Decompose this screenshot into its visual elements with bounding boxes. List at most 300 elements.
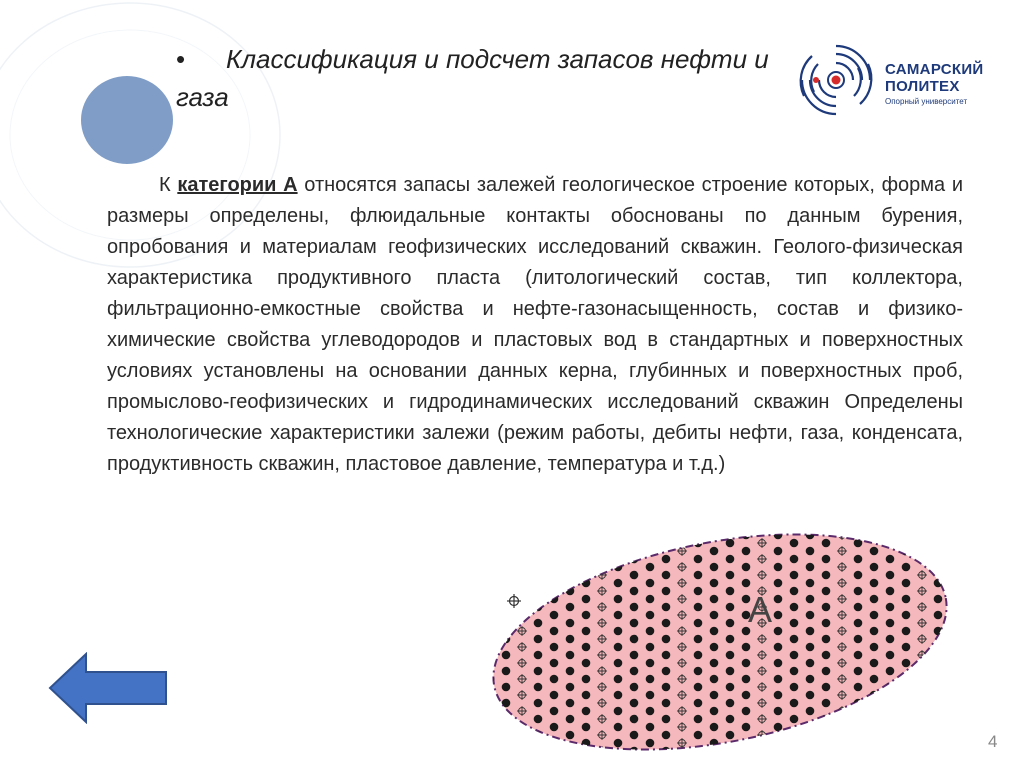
oil-dot: [726, 683, 735, 692]
oil-dot: [774, 531, 783, 540]
oil-dot: [934, 739, 943, 748]
oil-dot: [486, 707, 495, 716]
oil-dot: [550, 627, 559, 636]
oil-dot: [694, 587, 703, 596]
oil-dot: [742, 675, 751, 684]
category-keyword: категории А: [177, 174, 298, 196]
oil-dot: [630, 651, 639, 660]
oil-dot: [614, 739, 623, 748]
oil-dot: [694, 651, 703, 660]
oil-dot: [710, 547, 719, 556]
oil-dot: [742, 691, 751, 700]
oil-dot: [822, 555, 831, 564]
oil-dot: [790, 715, 799, 724]
oil-dot: [582, 659, 591, 668]
oil-dot: [614, 611, 623, 620]
oil-dot: [854, 651, 863, 660]
oil-dot: [566, 715, 575, 724]
oil-dot: [710, 675, 719, 684]
oil-dot: [886, 715, 895, 724]
oil-dot: [870, 579, 879, 588]
cross-marker: [837, 738, 847, 748]
oil-dot: [662, 635, 671, 644]
category-description: [107, 170, 963, 480]
oil-dot: [950, 571, 959, 580]
oil-dot: [582, 595, 591, 604]
oil-dot: [502, 539, 511, 548]
oil-dot: [614, 755, 623, 760]
oil-dot: [822, 699, 831, 708]
oil-dot: [934, 659, 943, 668]
oil-dot: [950, 651, 959, 660]
oil-dot: [870, 643, 879, 652]
oil-dot: [662, 683, 671, 692]
oil-dot: [822, 635, 831, 644]
oil-dot: [646, 675, 655, 684]
oil-dot: [694, 715, 703, 724]
cross-marker: [517, 530, 527, 540]
oil-dot: [694, 683, 703, 692]
oil-dot: [854, 571, 863, 580]
oil-dot: [774, 627, 783, 636]
oil-dot: [806, 659, 815, 668]
oil-dot: [950, 699, 959, 708]
oil-dot: [806, 563, 815, 572]
oil-dot: [790, 635, 799, 644]
oil-dot: [614, 627, 623, 636]
cross-marker: [917, 746, 927, 756]
oil-dot: [486, 627, 495, 636]
oil-dot: [902, 643, 911, 652]
deposit-diagram: [480, 530, 980, 760]
oil-dot: [886, 587, 895, 596]
oil-dot: [790, 587, 799, 596]
back-arrow-button[interactable]: [48, 652, 170, 724]
oil-dot: [870, 531, 879, 540]
oil-dot: [534, 747, 543, 756]
oil-dot: [822, 731, 831, 740]
description-lead: К: [159, 174, 178, 196]
oil-dot: [486, 547, 495, 556]
deposit-ellipse-svg: [480, 530, 980, 760]
oil-dot: [630, 587, 639, 596]
oil-dot: [614, 675, 623, 684]
oil-dot: [870, 547, 879, 556]
oil-dot: [630, 747, 639, 756]
oil-dot: [550, 691, 559, 700]
oil-dot: [566, 651, 575, 660]
oil-dot: [486, 659, 495, 668]
oil-dot: [806, 579, 815, 588]
oil-dot: [806, 627, 815, 636]
oil-dot: [774, 579, 783, 588]
oil-dot: [662, 731, 671, 740]
oil-dot: [582, 611, 591, 620]
oil-dot: [614, 531, 623, 540]
oil-dot: [806, 611, 815, 620]
oil-dot: [902, 675, 911, 684]
oil-dot: [742, 579, 751, 588]
oil-dot: [806, 755, 815, 760]
oil-dot: [614, 659, 623, 668]
oil-dot: [534, 635, 543, 644]
well-marker-icon: [507, 594, 521, 608]
oil-dot: [774, 755, 783, 760]
oil-dot: [710, 739, 719, 748]
oil-dot: [902, 707, 911, 716]
oil-dot: [822, 539, 831, 548]
oil-dot: [934, 755, 943, 760]
oil-dot: [950, 731, 959, 740]
oil-dot: [630, 539, 639, 548]
oil-dot: [614, 643, 623, 652]
oil-dot: [742, 755, 751, 760]
title-bullet: •: [176, 44, 186, 74]
oil-dot: [646, 563, 655, 572]
oil-dot: [854, 715, 863, 724]
oil-dot: [774, 691, 783, 700]
oil-dot: [934, 563, 943, 572]
oil-dot: [806, 723, 815, 732]
oil-dot: [854, 635, 863, 644]
oil-dot: [662, 603, 671, 612]
oil-dot: [646, 755, 655, 760]
oil-dot: [870, 611, 879, 620]
oil-dot: [486, 755, 495, 760]
oil-dot: [886, 603, 895, 612]
oil-dot: [742, 707, 751, 716]
oil-dot: [790, 571, 799, 580]
oil-dot: [726, 715, 735, 724]
oil-dot: [646, 643, 655, 652]
oil-dot: [502, 651, 511, 660]
oil-dot: [534, 683, 543, 692]
oil-dot: [486, 691, 495, 700]
oil-dot: [662, 539, 671, 548]
oil-dot: [822, 747, 831, 756]
oil-dot: [582, 643, 591, 652]
oil-dot: [534, 587, 543, 596]
oil-dot: [566, 619, 575, 628]
oil-dot: [902, 595, 911, 604]
cross-marker: [837, 754, 847, 760]
oil-dot: [486, 643, 495, 652]
cross-marker: [837, 722, 847, 732]
oil-dot: [710, 531, 719, 540]
cross-marker: [517, 546, 527, 556]
oil-dot: [822, 619, 831, 628]
oil-dot: [662, 651, 671, 660]
logo-name: [885, 61, 984, 95]
cross-marker: [917, 666, 927, 676]
oil-dot: [614, 547, 623, 556]
oil-dot: [694, 571, 703, 580]
oil-dot: [726, 555, 735, 564]
cross-marker: [677, 754, 687, 760]
oil-dot: [790, 683, 799, 692]
oil-dot: [854, 603, 863, 612]
oil-dot: [646, 595, 655, 604]
oil-dot: [742, 563, 751, 572]
oil-dot: [662, 667, 671, 676]
oil-dot: [694, 731, 703, 740]
oil-dot: [854, 587, 863, 596]
oil-dot: [550, 723, 559, 732]
oil-dot: [774, 659, 783, 668]
oil-dot: [774, 547, 783, 556]
oil-dot: [566, 555, 575, 564]
oil-dot: [614, 595, 623, 604]
oil-dot: [950, 539, 959, 548]
oil-dot: [582, 579, 591, 588]
oil-dot: [502, 667, 511, 676]
oil-dot: [854, 555, 863, 564]
oil-dot: [726, 667, 735, 676]
oil-dot: [934, 611, 943, 620]
oil-dot: [806, 691, 815, 700]
oil-dot: [742, 659, 751, 668]
oil-dot: [534, 715, 543, 724]
oil-dot: [774, 595, 783, 604]
cross-marker: [517, 754, 527, 760]
oil-dot: [694, 619, 703, 628]
oil-dot: [886, 731, 895, 740]
oil-dot: [566, 587, 575, 596]
oil-dot: [822, 603, 831, 612]
oil-dot: [502, 747, 511, 756]
oil-dot: [822, 683, 831, 692]
oil-dot: [710, 611, 719, 620]
oil-dot: [886, 539, 895, 548]
oil-dot: [566, 603, 575, 612]
oil-dot: [934, 707, 943, 716]
oil-dot: [870, 707, 879, 716]
oil-dot: [726, 699, 735, 708]
oil-dot: [662, 699, 671, 708]
oil-dot: [886, 571, 895, 580]
oil-dot: [582, 627, 591, 636]
oil-dot: [566, 571, 575, 580]
oil-dot: [822, 715, 831, 724]
oil-dot: [902, 531, 911, 540]
oil-dot: [934, 643, 943, 652]
oil-dot: [662, 715, 671, 724]
oil-dot: [726, 619, 735, 628]
oil-dot: [822, 667, 831, 676]
oil-dot: [950, 667, 959, 676]
oil-dot: [550, 739, 559, 748]
decorative-circle: [81, 76, 173, 164]
logo-name-line2: ПОЛИТЕХ: [885, 78, 960, 95]
oil-dot: [790, 619, 799, 628]
cross-marker: [677, 530, 687, 540]
oil-dot: [886, 555, 895, 564]
oil-dot: [662, 555, 671, 564]
oil-dot: [566, 635, 575, 644]
oil-dot: [726, 539, 735, 548]
cross-marker: [517, 610, 527, 620]
oil-dot: [902, 659, 911, 668]
oil-dot: [694, 699, 703, 708]
oil-dot: [630, 699, 639, 708]
oil-dot: [662, 571, 671, 580]
oil-dot: [534, 571, 543, 580]
oil-dot: [582, 707, 591, 716]
oil-dot: [790, 667, 799, 676]
oil-dot: [950, 635, 959, 644]
oil-dot: [742, 531, 751, 540]
oil-dot: [934, 723, 943, 732]
oil-dot: [550, 755, 559, 760]
oil-dot: [694, 747, 703, 756]
oil-dot: [662, 587, 671, 596]
oil-dot: [646, 739, 655, 748]
oil-dot: [950, 619, 959, 628]
oil-dot: [582, 563, 591, 572]
oil-dot: [502, 619, 511, 628]
oil-dot: [854, 619, 863, 628]
oil-dot: [694, 555, 703, 564]
oil-dot: [806, 595, 815, 604]
oil-dot: [534, 555, 543, 564]
oil-dot: [710, 579, 719, 588]
oil-dot: [582, 755, 591, 760]
oil-dot: [694, 667, 703, 676]
oil-dot: [806, 547, 815, 556]
oil-dot: [790, 699, 799, 708]
cross-marker: [597, 538, 607, 548]
oil-dot: [726, 651, 735, 660]
oil-dot: [534, 539, 543, 548]
oil-dot: [806, 531, 815, 540]
oil-dot: [550, 707, 559, 716]
oil-dot: [614, 579, 623, 588]
oil-dot: [934, 691, 943, 700]
category-label: А: [748, 589, 773, 630]
oil-dot: [502, 587, 511, 596]
description-text: относятся запасы залежей геологическое строение которых, форма и размеры определены, флюидальные контакты обоснованы по данным бурения, опробования и материалам геофизических исследований скважин. Геолого-физическая характеристика продуктивного пласта (литологический состав, тип коллектора, фильтрационно-емкостные свойства и нефте-газонасыщенность, состав и физико-химические свойства углеводородов и пластовых вод в стандартных и поверхностных условиях установлены на основании данных керна, глубинных и поверхностных проб, промыслово-геофизических и гидродинамических исследований скважин Определены технологические характеристики залежи (режим работы, дебиты нефти, газа, конденсата, продуктивность скважин, пластовое давление, температура и т.д.): [107, 174, 964, 475]
oil-dot: [630, 555, 639, 564]
page-number: 4: [988, 732, 998, 751]
oil-dot: [534, 667, 543, 676]
oil-dot: [710, 595, 719, 604]
oil-dot: [886, 667, 895, 676]
oil-dot: [534, 699, 543, 708]
oil-dot: [630, 715, 639, 724]
oil-dot: [502, 571, 511, 580]
oil-dot: [694, 635, 703, 644]
oil-dot: [646, 627, 655, 636]
oil-dot: [742, 547, 751, 556]
oil-dot: [614, 723, 623, 732]
oil-dot: [630, 603, 639, 612]
oil-dot: [726, 587, 735, 596]
oil-dot: [502, 555, 511, 564]
oil-dot: [934, 675, 943, 684]
oil-dot: [934, 547, 943, 556]
oil-dot: [566, 699, 575, 708]
oil-dot: [710, 563, 719, 572]
oil-dot: [726, 731, 735, 740]
oil-dot: [774, 707, 783, 716]
oil-dot: [902, 611, 911, 620]
oil-dot: [806, 643, 815, 652]
oil-dot: [646, 707, 655, 716]
oil-dot: [582, 723, 591, 732]
oil-dot: [726, 603, 735, 612]
oil-dot: [710, 723, 719, 732]
oil-dot: [710, 627, 719, 636]
oil-dot: [950, 715, 959, 724]
oil-dot: [902, 739, 911, 748]
oil-dot: [662, 747, 671, 756]
oil-dot: [854, 667, 863, 676]
oil-dot: [502, 731, 511, 740]
oil-dot: [550, 659, 559, 668]
oil-dot: [806, 707, 815, 716]
oil-dot: [774, 563, 783, 572]
oil-dot: [694, 539, 703, 548]
oil-dot: [870, 659, 879, 668]
oil-dot: [582, 675, 591, 684]
oil-dot: [550, 675, 559, 684]
oil-dot: [550, 579, 559, 588]
oil-dot: [806, 675, 815, 684]
oil-dot: [486, 595, 495, 604]
oil-dot: [534, 619, 543, 628]
oil-dot: [950, 555, 959, 564]
oil-dot: [886, 619, 895, 628]
oil-dot: [790, 651, 799, 660]
oil-dot: [582, 691, 591, 700]
title-text: Классификация и подсчет запасов нефти и газа: [176, 44, 769, 112]
oil-dot: [902, 691, 911, 700]
oil-dot: [806, 739, 815, 748]
oil-dot: [566, 683, 575, 692]
oil-dot: [694, 603, 703, 612]
oil-dot: [614, 691, 623, 700]
oil-dot: [870, 739, 879, 748]
oil-dot: [822, 587, 831, 596]
oil-dot: [902, 563, 911, 572]
oil-dot: [710, 755, 719, 760]
oil-dot: [822, 571, 831, 580]
oil-dot: [870, 595, 879, 604]
oil-dot: [550, 563, 559, 572]
oil-dot: [502, 603, 511, 612]
oil-dot: [790, 747, 799, 756]
oil-dot: [934, 627, 943, 636]
oil-dot: [662, 619, 671, 628]
oil-dot: [950, 747, 959, 756]
oil-dot: [566, 747, 575, 756]
oil-dot: [486, 611, 495, 620]
oil-dot: [486, 531, 495, 540]
oil-dot: [774, 675, 783, 684]
oil-dot: [630, 731, 639, 740]
oil-dot: [550, 611, 559, 620]
oil-dot: [902, 627, 911, 636]
oil-dot: [950, 603, 959, 612]
oil-dot: [630, 683, 639, 692]
oil-dot: [934, 595, 943, 604]
oil-dot: [646, 691, 655, 700]
oil-dot: [742, 723, 751, 732]
oil-dot: [854, 747, 863, 756]
oil-dot: [774, 643, 783, 652]
oil-dot: [886, 747, 895, 756]
oil-dot: [534, 651, 543, 660]
